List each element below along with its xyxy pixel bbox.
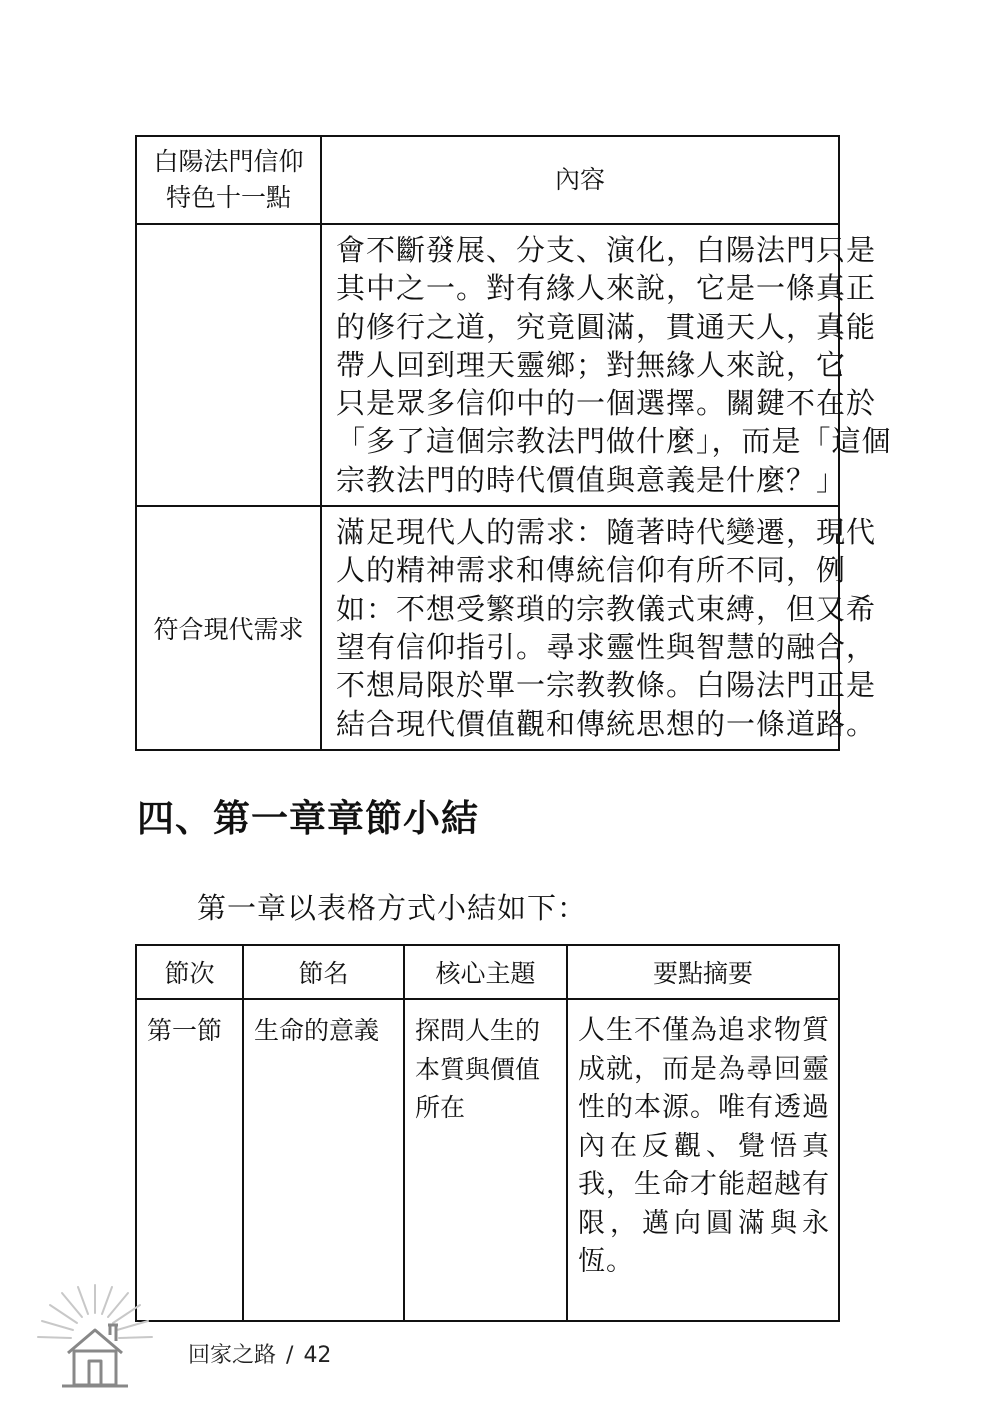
text-line: 本質與價值 (415, 1054, 541, 1084)
header-section: 節次 (136, 945, 243, 999)
summary-cell (567, 999, 839, 1321)
table-header-row (136, 945, 839, 999)
text-line: 的修行之道，究竟圓滿，貫通天人，真能 (336, 309, 877, 344)
header-feature-line: 白陽法門信仰 (153, 147, 304, 176)
text-line: 我，生命才能超越有 (578, 1169, 830, 1200)
section-cell: 第一節 (136, 999, 243, 1321)
text-line: 滿足現代人的需求：隨著時代變遷，現代 (336, 515, 877, 550)
page-footer (188, 1338, 331, 1369)
table-header-row (136, 136, 839, 224)
text-line: 人的精神需求和傳統信仰有所不同，例 (336, 553, 847, 588)
summary-table (135, 944, 840, 1322)
header-feature-line: 特色十一點 (165, 183, 291, 212)
text-line: 只是眾多信仰中的一個選擇。關鍵不在於 (336, 386, 877, 421)
table-row (136, 224, 839, 506)
text-line: 帶人回到理天靈鄉；對無緣人來說，它 (336, 347, 847, 382)
header-feature (136, 136, 321, 224)
feature-cell: 符合現代需求 (136, 506, 321, 750)
text-line: 宗教法門的時代價值與意義是什麼？」 (336, 462, 847, 497)
text-line: 所在 (415, 1093, 466, 1122)
text-line: 不想局限於單一宗教教條。白陽法門正是 (336, 668, 877, 703)
table-row (136, 506, 839, 750)
theme-cell (404, 999, 567, 1321)
text-line: 望有信仰指引。尋求靈性與智慧的融合， (336, 629, 877, 664)
header-name: 節名 (243, 945, 404, 999)
name-cell: 生命的意義 (243, 999, 404, 1321)
feature-cell (136, 224, 321, 506)
text-line: 「多了這個宗教法門做什麼」，而是「這個 (336, 424, 892, 459)
section-heading: 四、第一章章節小結 (137, 796, 479, 840)
text-line: 結合現代價值觀和傳統思想的一條道路。 (336, 706, 877, 741)
content-cell (321, 506, 877, 750)
footer-separator: / (286, 1343, 294, 1368)
text-line: 探問人生的 (415, 1016, 541, 1045)
book-title: 回家之路 (188, 1343, 277, 1368)
header-theme: 核心主題 (404, 945, 567, 999)
intro-paragraph: 第一章以表格方式小結如下： (197, 891, 588, 925)
text-line: 性的本源。唯有透過 (578, 1092, 830, 1123)
content-cell (321, 224, 892, 506)
header-content: 內容 (321, 136, 839, 224)
text-line: 其中之一。對有緣人來說，它是一條真正 (336, 271, 877, 306)
header-summary: 要點摘要 (567, 945, 839, 999)
text-line: 會不斷發展、分支、演化，白陽法門只是 (336, 233, 877, 267)
page-number: 42 (303, 1343, 332, 1368)
text-line: 內在反觀、覺悟真 (578, 1130, 830, 1162)
text-line: 限，邁向圓滿與永 (578, 1207, 830, 1239)
text-line: 如：不想受繁瑣的宗教儀式束縛，但又希 (336, 591, 877, 626)
text-line: 人生不僅為追求物質 (578, 1015, 830, 1046)
house-icon (30, 1275, 160, 1395)
table-row (136, 999, 839, 1321)
feature-table (135, 135, 892, 751)
text-line: 恆。 (578, 1246, 634, 1277)
text-line: 成就，而是為尋回靈 (578, 1053, 830, 1085)
